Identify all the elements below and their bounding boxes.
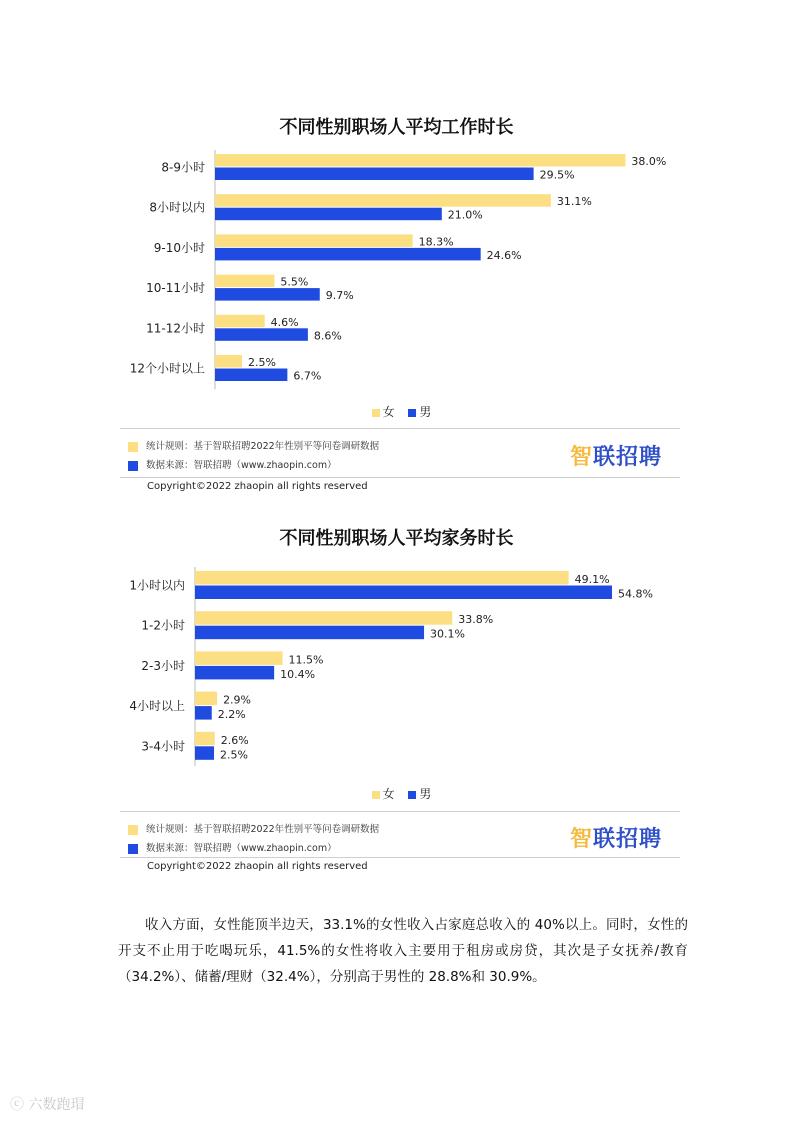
chart1-title: 不同性别职场人平均工作时长 bbox=[279, 117, 514, 138]
value-label: 9.7% bbox=[325, 289, 354, 303]
value-label: 4.6% bbox=[270, 315, 299, 329]
value-label: 10.4% bbox=[280, 667, 316, 681]
value-label: 33.8% bbox=[458, 613, 494, 627]
value-label: 24.6% bbox=[486, 248, 522, 262]
value-label: 54.8% bbox=[618, 587, 653, 601]
bar-male bbox=[195, 746, 214, 760]
legend-male-label: 男 bbox=[419, 787, 432, 801]
value-label: 49.1% bbox=[574, 573, 610, 586]
bar-female bbox=[195, 651, 283, 665]
bar-male bbox=[195, 586, 612, 600]
bar-female bbox=[195, 571, 569, 585]
value-label: 18.3% bbox=[418, 235, 454, 249]
value-label: 38.0% bbox=[631, 155, 667, 168]
watermark-logo-icon: ⓒ bbox=[10, 1097, 29, 1113]
category-label: 1-2小时 bbox=[141, 618, 185, 633]
legend-female-swatch bbox=[372, 791, 380, 799]
chart2-divider-bottom bbox=[120, 857, 680, 858]
value-label: 29.5% bbox=[539, 168, 575, 182]
value-label: 2.5% bbox=[248, 356, 276, 369]
value-label: 30.1% bbox=[430, 627, 466, 641]
legend-male-swatch bbox=[408, 791, 416, 799]
legend-male-label: 男 bbox=[419, 405, 432, 419]
value-label: 2.5% bbox=[220, 748, 248, 762]
value-label: 8.6% bbox=[313, 329, 342, 343]
bar-male bbox=[195, 706, 212, 720]
chart2-copyright: Copyright©2022 zhaopin all rights reserved bbox=[147, 861, 368, 872]
value-label: 11.5% bbox=[288, 653, 324, 667]
category-label: 3-4小时 bbox=[141, 739, 185, 754]
chart2-zhaopin-logo: 智联招聘 bbox=[570, 827, 663, 852]
category-label: 12个小时以上 bbox=[129, 361, 205, 376]
note-rule-square-icon bbox=[128, 825, 138, 835]
value-label: 2.9% bbox=[223, 693, 252, 707]
chart1-copyright: Copyright©2022 zhaopin all rights reserved bbox=[147, 481, 368, 492]
body-paragraph: 收入方面，女性能顶半边天，33.1%的女性收入占家庭总收入的 40%以上。同时，女性的开支不止用于吃喝玩乐，41.5%的女性将收入主要用于租房或房贷，其次是子女抚养/教育（34.2%）、储蓄/理财（32.4%），分别高于男性的 28.8%和 30.9%。 bbox=[118, 917, 688, 985]
value-label: 31.1% bbox=[556, 195, 592, 209]
category-label: 10-11小时 bbox=[146, 281, 205, 296]
chart1-note-source: 数据来源：智联招聘（www.zhaopin.com） bbox=[128, 457, 337, 471]
category-label: 2-3小时 bbox=[141, 658, 185, 673]
watermark: ⓒ 六数跑瑁 bbox=[10, 1097, 85, 1113]
bar-male bbox=[195, 626, 424, 640]
note-source-square-icon bbox=[128, 844, 138, 854]
value-label: 6.7% bbox=[293, 369, 322, 383]
value-label: 5.5% bbox=[280, 275, 309, 289]
chart2-divider bbox=[120, 811, 680, 812]
category-label: 8-9小时 bbox=[161, 160, 205, 175]
bar-male bbox=[195, 666, 274, 680]
value-label: 21.0% bbox=[447, 208, 483, 222]
bar-female bbox=[195, 611, 452, 625]
chart2-title: 不同性别职场人平均家务时长 bbox=[279, 528, 514, 549]
legend-female-label: 女 bbox=[382, 787, 395, 801]
category-label: 4小时以上 bbox=[129, 699, 185, 714]
bar-female bbox=[195, 732, 215, 746]
chart2-note-rule: 统计规则：基于智联招聘2022年性别平等问卷调研数据 bbox=[128, 821, 379, 835]
category-label: 1小时以内 bbox=[129, 578, 185, 593]
chart2-note-source: 数据来源：智联招聘（www.zhaopin.com） bbox=[128, 840, 337, 854]
legend-female-label: 女 bbox=[382, 405, 395, 419]
chart1-note-rule: 统计规则：基于智联招聘2022年性别平等问卷调研数据 bbox=[128, 438, 379, 452]
bar-female bbox=[195, 692, 217, 706]
category-label: 8小时以内 bbox=[149, 200, 205, 215]
value-label: 2.2% bbox=[217, 708, 246, 722]
category-label: 11-12小时 bbox=[146, 321, 205, 336]
category-label: 9-10小时 bbox=[153, 240, 205, 255]
chart1-zhaopin-logo: 智联招聘 bbox=[570, 445, 663, 470]
chart2-legend bbox=[0, 785, 793, 802]
value-label: 2.6% bbox=[220, 733, 249, 747]
